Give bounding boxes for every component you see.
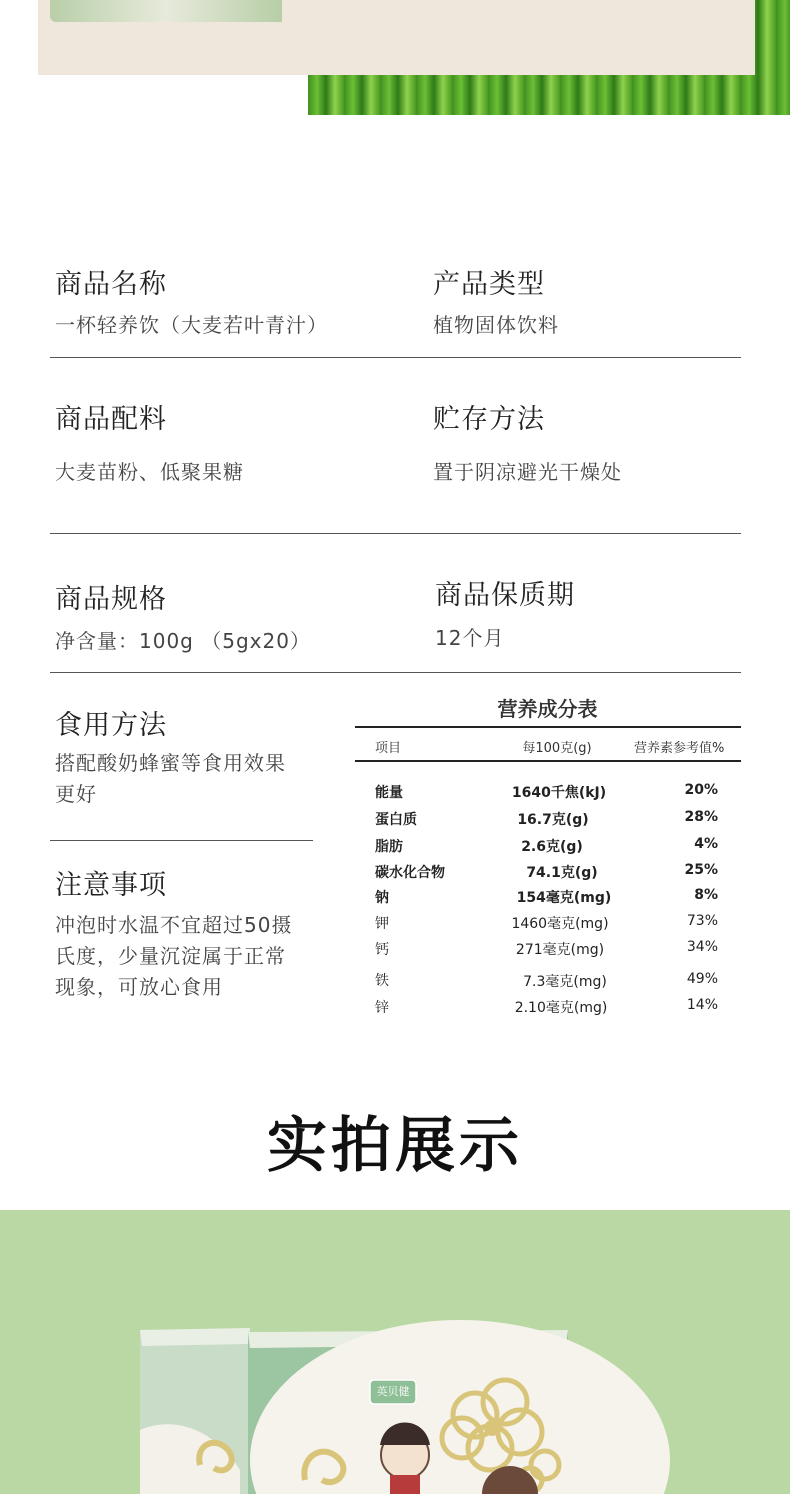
nutrition-row-value: 1460毫克(mg) <box>511 916 609 932</box>
usage-value-line1: 搭配酸奶蜂蜜等食用效果 <box>55 751 286 775</box>
nutrition-row-nrv: 25% <box>684 862 718 878</box>
notice-label: 注意事项 <box>55 870 167 901</box>
nutrition-row-value: 7.3毫克(mg) <box>523 974 607 990</box>
nutrition-header-rule <box>355 760 741 762</box>
nutrition-header-nrv: 营养素参考值% <box>634 741 725 756</box>
name-label: 商品名称 <box>55 269 167 300</box>
shelf-life-value: 12个月 <box>435 626 505 650</box>
ingredients-label: 商品配料 <box>55 404 167 435</box>
storage-label: 贮存方法 <box>433 404 545 435</box>
notice-value-line3: 现象，可放心食用 <box>55 975 223 999</box>
nutrition-row-item: 蛋白质 <box>375 812 417 828</box>
nutrition-row-value: 2.6克(g) <box>521 839 583 855</box>
type-label: 产品类型 <box>433 269 545 300</box>
nutrition-header-value: 每100克(g) <box>522 741 592 756</box>
section-heading: 实拍展示 <box>267 1111 523 1181</box>
notice-value-line2: 氏度，少量沉淀属于正常 <box>55 944 286 968</box>
shelf-life-label: 商品保质期 <box>435 580 575 611</box>
nutrition-row-item: 碳水化合物 <box>375 865 445 881</box>
nutrition-row-value: 271毫克(mg) <box>515 942 605 958</box>
name-value: 一杯轻养饮（大麦若叶青汁） <box>55 313 328 337</box>
nutrition-row-item: 脂肪 <box>375 839 403 855</box>
nutrition-header-item: 项目 <box>375 741 402 756</box>
nutrition-row-nrv: 8% <box>694 887 718 903</box>
ingredients-value: 大麦苗粉、低聚果糖 <box>55 460 244 484</box>
product-boxes-illustration <box>0 1210 790 1494</box>
nutrition-row-value: 16.7克(g) <box>517 812 589 828</box>
nutrition-row-item: 钙 <box>375 942 389 958</box>
product-photo <box>0 1210 790 1494</box>
notice-value-line1: 冲泡时水温不宜超过50摄 <box>55 913 293 937</box>
nutrition-row-item: 铁 <box>375 973 389 989</box>
nutrition-row-value: 2.10毫克(mg) <box>514 1000 608 1016</box>
spec-label: 商品规格 <box>55 584 167 615</box>
divider-2 <box>50 533 741 534</box>
storage-value: 置于阴凉避光干燥处 <box>433 460 622 484</box>
box-brand-label: 英贝健 <box>376 1385 410 1398</box>
nutrition-row-value: 1640千焦(kJ) <box>511 785 607 801</box>
nutrition-title: 营养成分表 <box>497 697 598 721</box>
nutrition-row-nrv: 34% <box>686 939 718 955</box>
divider-1 <box>50 357 741 358</box>
nutrition-row-value: 154毫克(mg) <box>516 890 612 906</box>
divider-4 <box>50 840 313 841</box>
divider-3 <box>50 672 741 673</box>
nutrition-row-value: 74.1克(g) <box>526 865 598 881</box>
usage-label: 食用方法 <box>55 710 167 741</box>
nutrition-row-nrv: 20% <box>684 782 718 798</box>
nutrition-row-item: 钾 <box>375 916 389 932</box>
nutrition-row-nrv: 73% <box>686 913 718 929</box>
nutrition-row-nrv: 28% <box>684 809 718 825</box>
nutrition-top-rule <box>355 726 741 728</box>
spec-value: 净含量：100g （5gx20） <box>55 629 311 653</box>
nutrition-row-nrv: 4% <box>694 836 718 852</box>
nutrition-row-nrv: 49% <box>686 971 718 987</box>
nutrition-row-item: 能量 <box>375 785 403 801</box>
nutrition-row-item: 锌 <box>375 1000 389 1016</box>
usage-value-line2: 更好 <box>55 782 97 806</box>
nutrition-row-nrv: 14% <box>686 997 718 1013</box>
nutrition-row-item: 钠 <box>375 890 389 906</box>
type-value: 植物固体饮料 <box>433 313 559 337</box>
top-banner-inset <box>50 0 282 22</box>
